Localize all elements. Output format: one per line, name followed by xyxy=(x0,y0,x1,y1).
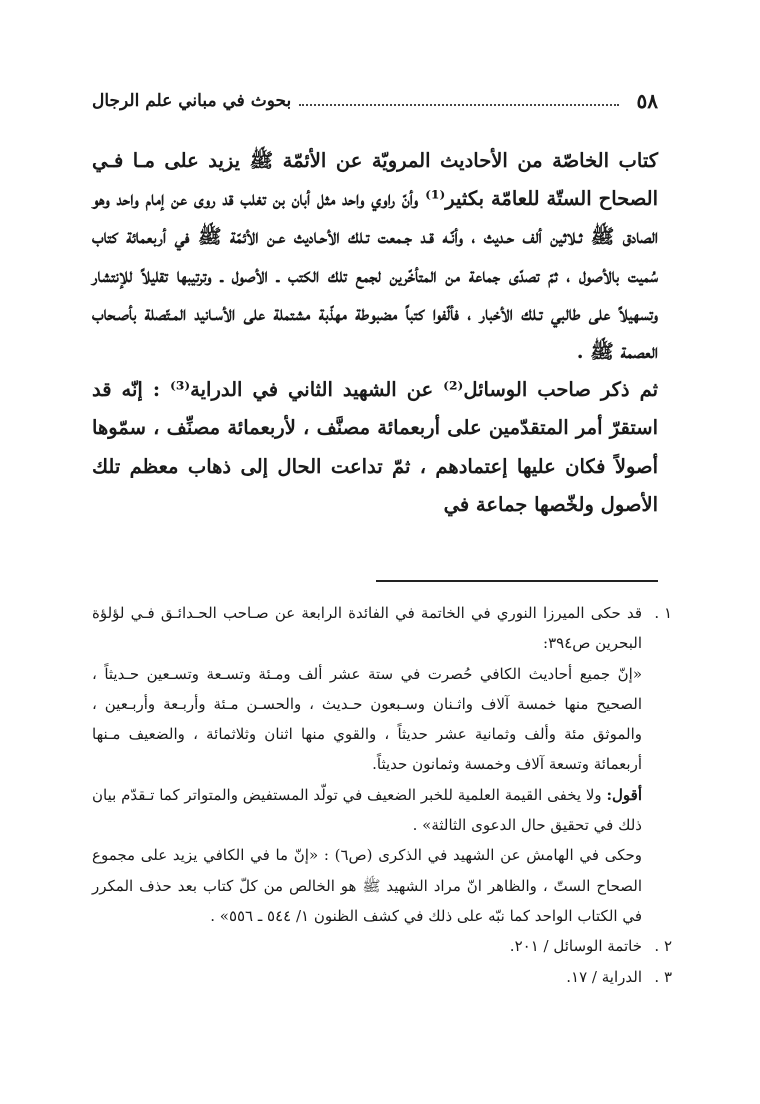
footnote-text: خاتمة الوسائل / ٢٠١. xyxy=(509,937,642,956)
footnote xyxy=(92,931,672,961)
footnote xyxy=(92,962,672,992)
footnote-number: ١ . xyxy=(654,604,672,622)
footnote-text: قد حكى الميرزا النوري في الخاتمة في الفائدة الرابعة عن صـاحب الحـدائـق فـي لؤلؤة البحرين ص٣٩٤: xyxy=(92,604,642,653)
body-paragraph: كتاب الخاصّة من الأحاديث المرويّة عن الأئمّة ﷺ يزيد على مـا فـي الصحاح الستّة للعامّة بكثير⁽¹⁾ وأنّ راوي واحد مثل أبان بن تغلب قد روى عن إمام واحد وهو الصادق ﷺ ثـلاثين ألف حـديث ، وأنّـه قـد جـمعت تـلك الأحـاديث عـن الأئمّة ﷺ في أربعمائة كتاب سُميت بالأصول ، ثمّ تصدّى جماعة من المتأخّرين لجمع تلك الكتب ـ الأصول ـ وترتيبها تقليلاً للإنتشار وتسهيلاً على طالبي تـلك الأخبار ، فألّفوا كتباً مضبوطة مهذّبة مشتملة على الأسـانيد المـتّصلة بأصـحاب العصمة ﷺ . xyxy=(92,149,658,364)
footnote-text: الدراية / ١٧. xyxy=(566,967,642,986)
footnote-body xyxy=(92,962,642,992)
page-number: ٥٨ xyxy=(636,89,658,113)
body-paragraph: ثم ذكر صاحب الوسائل⁽²⁾ عن الشهيد الثاني في الدراية⁽³⁾ : إنّه قد استقرّ أمر المتقدّمين على أربعمائة مصنَّف ، لأربعمائة مصنِّف ، سمّوها أصولاً فكان عليها إعتمادهم ، ثمّ تداعت الحال إلى ذهاب معظم تلك الأصول ولخّصها جماعة في xyxy=(92,378,659,516)
footnote-text-span: ولا يخفى القيمة العلمية للخبر الضعيف في تولّد المستفيض والمتواتر كما تـقدّم بيان ذلك في تحقيق حال الدعوى الثالثة» . xyxy=(92,785,642,835)
running-title: بحوث في مباني علم الرجال xyxy=(92,91,292,111)
footnote-number: ٢ . xyxy=(654,937,672,956)
footnote-body xyxy=(92,598,642,931)
footnote-body xyxy=(92,931,642,961)
footnote-lead: أقول: xyxy=(606,785,642,804)
header-dotted-leader xyxy=(299,104,618,106)
footnote-number: ٣ . xyxy=(654,967,672,986)
footnote xyxy=(92,598,672,931)
footnotes xyxy=(92,598,672,992)
main-text xyxy=(92,142,658,524)
footnote-text xyxy=(92,780,642,841)
footnote-separator xyxy=(376,580,658,582)
page-header xyxy=(92,84,658,118)
footnote-text: وحكى في الهامش عن الشهيد في الذكرى (ص٦) : «إنّ ما في الكافي يزيد على مجموع الصحاح الستّ ، والظاهر انّ مراد الشهيد ﷺ هو الخالص من كلّ كتاب بعد حذف المكرر في الكتاب الواحد كما نبّه على ذلك في كشف الظنون ١/ ٥٤٤ ـ ٥٥٦» . xyxy=(92,846,642,925)
footnote-quote: «إنّ جميع أحاديث الكافي حُصرت في ستة عشر ألف ومـئة وتسـعة وتسـعين حـديثاً ، الصحيح منها خمسة آلاف واثـنان وسـبعون حـديث ، والحسـن مـئة وأربـعة وأربـعين ، والموثق مئة وألف وثمانية عشر حديثاً ، والقوي منها اثنان وثلاثمائة ، والضعيف مـنها أربعمائة وتسعة آلاف وخمسة وثمانون حديثاً. xyxy=(92,664,642,774)
